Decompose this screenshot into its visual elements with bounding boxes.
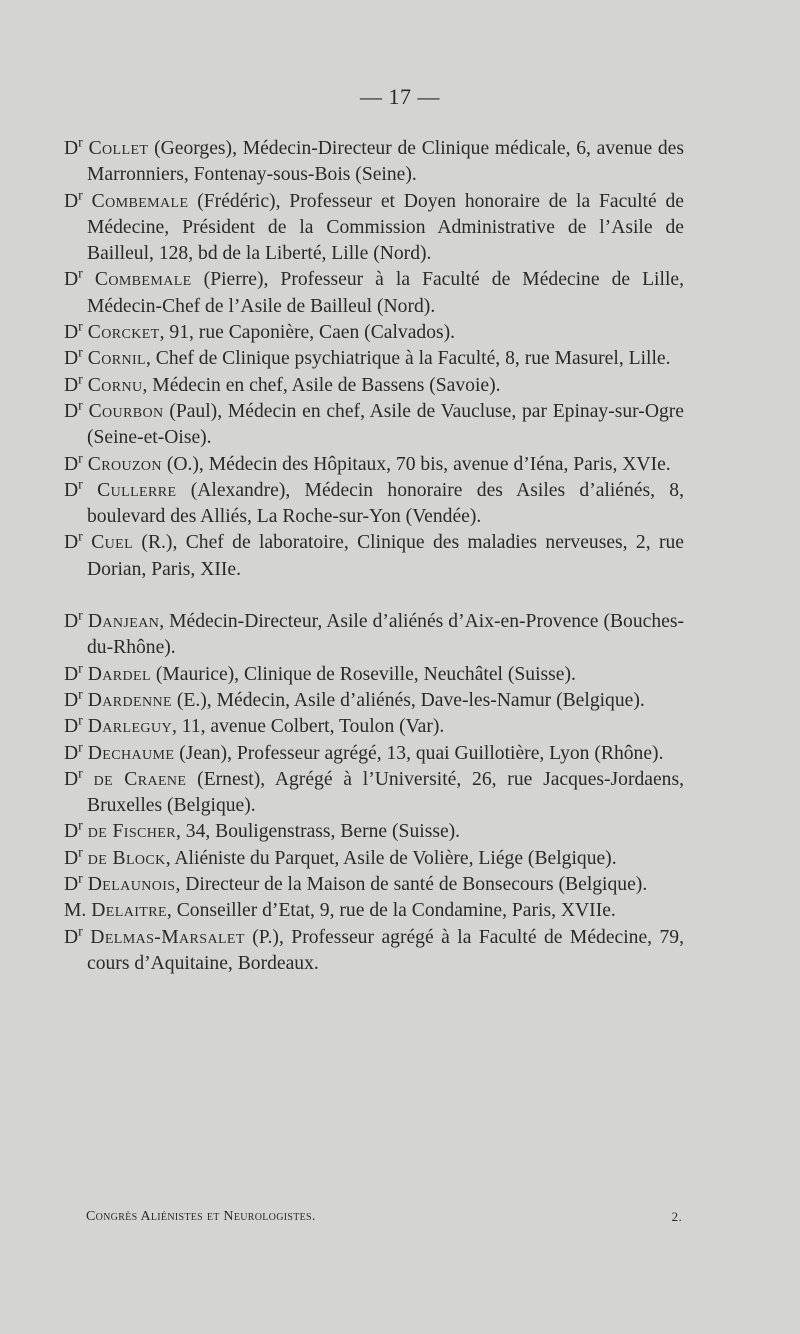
entry-title: D [64, 374, 79, 396]
entry [64, 189, 684, 268]
entry-name: Collet [88, 138, 149, 159]
signature-mark: 2. [671, 1209, 682, 1224]
entry-name: Delmas-Marsalet [90, 926, 245, 948]
entry-details: , Aliéniste du Parquet, Asile de Volière, Liége (Belgique). [165, 847, 617, 869]
entry-title-sup: r [78, 766, 83, 782]
entry-details: (Paul), Médecin en chef, Asile de Vaucluse, par Epinay-sur-Ogre (Seine-et-Oise). [87, 400, 684, 449]
entry-name: de Fischer [87, 821, 176, 843]
entry-title: D [64, 874, 79, 896]
entry [64, 925, 684, 978]
entry [64, 478, 684, 531]
entry-name: Danjean [87, 611, 160, 633]
entry-title-sup: r [78, 398, 83, 414]
entry-details: , Médecin-Directeur, Asile d’aliénés d’Aix-en-Provence (Bouches-du-Rhône). [87, 611, 684, 659]
entry-title-sup: r [78, 372, 83, 388]
entry [64, 767, 684, 820]
footer-title: Congrès Aliénistes et Neurologistes. [86, 1209, 316, 1224]
entry-details: (Maurice), Clinique de Roseville, Neuchâtel (Suisse). [150, 663, 576, 685]
entry-title: D [64, 138, 79, 159]
entry-details: , 11, avenue Colbert, Toulon (Var). [171, 716, 445, 738]
entry-title: D [64, 611, 79, 633]
entry-title-sup: r [78, 713, 83, 729]
entry-name: Cullerre [97, 479, 177, 501]
entry [64, 688, 684, 714]
entry [64, 530, 684, 583]
entry-name: de Block [87, 847, 166, 869]
entry-title-sup: r [78, 477, 83, 493]
entry-title-sup: r [78, 608, 83, 624]
entry-title: D [64, 663, 79, 685]
entry [64, 846, 684, 872]
entry-title: D [64, 847, 79, 869]
entry-title: D [64, 479, 79, 501]
page-footer [86, 1209, 682, 1225]
entry [64, 819, 684, 845]
entry-name: Combemale [94, 269, 192, 291]
entry-details: , 91, rue Caponière, Caen (Calvados). [159, 322, 456, 344]
entry [64, 609, 684, 662]
entry-name: Cuel [91, 532, 134, 554]
entry-title-sup: r [78, 135, 83, 151]
entry-title-sup: r [78, 871, 83, 887]
entry-name: Crouzon [87, 453, 162, 475]
page-number: — 17 — [360, 84, 440, 109]
entry-name: Delaitre [91, 900, 167, 922]
entry-name: Corcket [87, 322, 160, 344]
entry [64, 399, 684, 452]
entry-name: Delaunois [87, 874, 176, 896]
entry-title: D [64, 821, 79, 843]
entry-details: (Ernest), Agrégé à l’Université, 26, rue Jacques-Jordaens, Bruxelles (Belgique). [87, 768, 684, 817]
entry-title-sup: r [78, 529, 83, 545]
entry-details: (R.), Chef de laboratoire, Clinique des maladies nerveuses, 2, rue Dorian, Paris, XIIe. [87, 532, 684, 580]
entry-title-sup: r [78, 188, 83, 204]
entry [64, 346, 684, 372]
entry [64, 373, 684, 399]
entry-details: , Directeur de la Maison de santé de Bonsecours (Belgique). [175, 874, 648, 896]
entry-details: (Georges), Médecin-Directeur de Clinique médicale, 6, avenue des Marronniers, Fontenay-sous-Bois (Seine). [87, 138, 684, 186]
entry-title: D [64, 689, 79, 711]
entry-name: Courbon [88, 400, 164, 422]
entry-name: de Craene [93, 768, 187, 790]
entry-title-sup: r [78, 319, 83, 335]
entry-details: (Pierre), Professeur à la Faculté de Médecine de Lille, Médecin-Chef de l’Asile de Bailleul (Nord). [87, 269, 684, 317]
entry-title-sup: r [78, 451, 83, 467]
entry-title-sup: r [78, 661, 83, 677]
entry-name: Dardel [87, 663, 151, 685]
entry-details: , Chef de Clinique psychiatrique à la Faculté, 8, rue Masurel, Lille. [145, 348, 671, 370]
entry-details: , 34, Bouligenstrass, Berne (Suisse). [175, 821, 461, 843]
entry [64, 872, 684, 898]
entry-name: Cornil [87, 348, 146, 370]
entry-details: (P.), Professeur agrégé à la Faculté de Médecine, 79, cours d’Aquitaine, Bordeaux. [87, 926, 684, 974]
entry [64, 452, 684, 478]
entry-title: D [64, 269, 79, 291]
entry-title: D [64, 322, 79, 344]
entry-title: D [64, 926, 79, 948]
entry-details: (E.), Médecin, Asile d’aliénés, Dave-les-Namur (Belgique). [171, 689, 645, 711]
entry [64, 741, 684, 767]
entry-title: D [64, 768, 79, 790]
entry-name: Darleguy [87, 716, 172, 738]
entry-title: D [64, 716, 79, 738]
entry [64, 320, 684, 346]
entry [64, 662, 684, 688]
entry-title-sup: r [78, 924, 83, 940]
entry-title-sup: r [78, 740, 83, 755]
entry-name: Dechaume [87, 742, 175, 764]
entry-title: M. [64, 900, 87, 922]
entry [64, 267, 684, 320]
entry-details: , Conseiller d’Etat, 9, rue de la Condamine, Paris, XVIIe. [166, 900, 616, 922]
entry-title: D [64, 742, 79, 764]
entry [64, 136, 684, 189]
entry [64, 898, 684, 924]
entry-details: (Alexandre), Médecin honoraire des Asiles d’aliénés, 8, boulevard des Alliés, La Roche-sur-Yon (Vendée). [87, 479, 685, 528]
entry-title: D [64, 532, 79, 554]
entry-title-sup: r [78, 266, 83, 282]
entry-details: (O.), Médecin des Hôpitaux, 70 bis, avenue d’Iéna, Paris, XVIe. [161, 453, 671, 475]
entry-name: Dardenne [87, 689, 172, 711]
entry-title: D [64, 400, 79, 422]
entry-title-sup: r [78, 845, 83, 861]
entry-title: D [64, 348, 79, 370]
entry-name: Combemale [91, 190, 189, 212]
entry-details: (Frédéric), Professeur et Doyen honoraire de la Faculté de Médecine, Président de la Commission Administrative de l’Asile de Bailleul, 128, bd de la Liberté, Lille (Nord). [87, 190, 684, 265]
entry-list [64, 136, 684, 977]
entry-name: Cornu [87, 374, 143, 396]
entry-title-sup: r [78, 687, 83, 703]
entry-title-sup: r [78, 345, 83, 361]
entry-title: D [64, 190, 79, 212]
entry-title: D [64, 453, 79, 475]
entry-details: , Médecin en chef, Asile de Bassens (Savoie). [142, 374, 501, 396]
entry [64, 714, 684, 740]
entry-title-sup: r [78, 818, 83, 834]
entry-details: (Jean), Professeur agrégé, 13, quai Guillotière, Lyon (Rhône). [174, 742, 664, 764]
